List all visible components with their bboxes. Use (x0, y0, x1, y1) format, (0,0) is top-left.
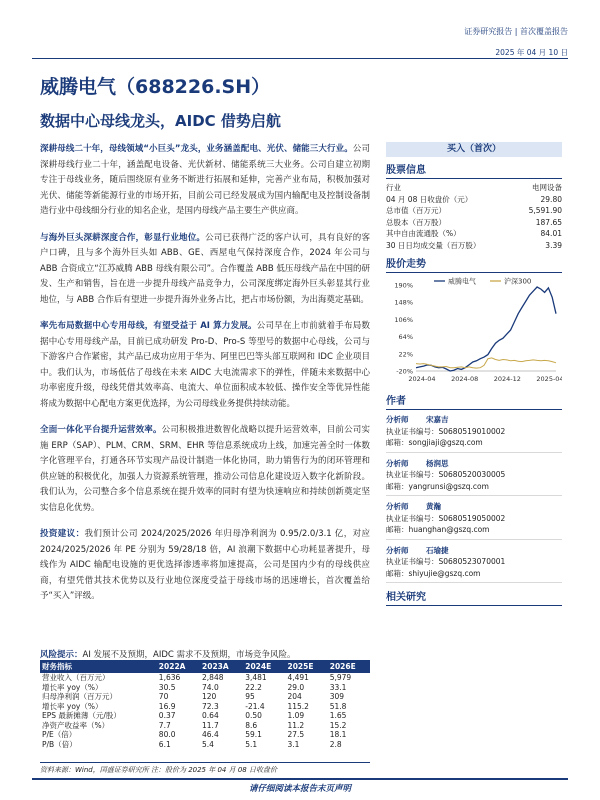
stock-info-row (386, 240, 562, 252)
author-email[interactable]: 邮箱：songjiaji@gszq.com (386, 438, 483, 447)
author-line (386, 501, 562, 513)
author-entry (386, 458, 562, 497)
table-header: 2023A (200, 660, 243, 673)
table-cell: 80.0 (158, 730, 176, 739)
stock-info-label: 总市值（百万元） (386, 206, 446, 215)
stock-info-row (386, 205, 562, 217)
stock-info-value: 84.01 (540, 229, 562, 238)
table-header: 2024E (243, 660, 285, 673)
x-tick-label: 2024-12 (493, 375, 521, 383)
author-entry (386, 545, 562, 584)
price-trend-svg (386, 273, 562, 388)
y-tick-label: 190% (394, 281, 413, 290)
stock-info-table (386, 182, 562, 251)
sidebar (386, 142, 562, 606)
table-cell: 115.2 (287, 701, 309, 711)
table-cell: 30.5 (158, 682, 176, 692)
author-line (386, 545, 562, 557)
table-cell: 33.1 (329, 682, 347, 692)
table-cell: 7.7 (158, 720, 171, 730)
paragraph-lead: 深耕母线二十年，母线领域“小巨头”龙头，业务涵盖配电、光伏、储能三大行业。 (40, 144, 353, 154)
stock-info-row (386, 182, 562, 194)
footer-disclaimer: 请仔细阅读本报告末页声明 (248, 784, 351, 794)
paragraph-body: 公司已获得广泛的客户认可，具有良好的客户口碑，且与多个海外巨头如 ABB、GE、西屋电气保持深度合作，2024 年公司与 ABB 合资成立“江苏威腾 ABB 母线有限公司”。合作覆盖 ABB 低压母线产品在中国的研发、生产和销售，旨在进一步提升母线产品竞争力，公司深度绑定海外巨头彰显其行业地位，与 ABB 合作后有望进一步提升海外业务占比，把占市场份额，为出海奠定基础。 (40, 232, 370, 305)
table-cell: 4,491 (287, 673, 309, 682)
risk-note (40, 648, 370, 660)
stock-info-label: 总股本（百万股） (386, 217, 446, 227)
table-cell: 46.4 (202, 730, 219, 739)
header-divider (32, 58, 568, 59)
paragraph-1 (40, 142, 370, 220)
paragraph-body: 公司早在上市前就着手布局数据中心专用母线产品，目前已成功研发 Pro-D、Pro-S 等型号的数据中心母线，公司与下游客户合作紧密，其产品已成功应用于华为、阿里巴巴等头部互联网和 IDC 企业项目中。我们认为，市场低估了母线在未来 AIDC 大电流需求下的弹性，伴随未来数据中心功率密度升级，母线凭借其效率高、电流大、单位面积成本较低、操作安全等优异性能将成为数据中心配电方案更优选择，为公司母线业务提供持续动能。 (40, 321, 370, 409)
stock-info-value: 5,591.90 (528, 206, 562, 215)
table-cell: 1,636 (158, 673, 181, 682)
author-name: 石瑜捷 (426, 545, 449, 555)
author-line (386, 414, 562, 426)
stock-info-value: 3.39 (545, 240, 562, 250)
stock-info-value: 187.65 (535, 217, 562, 227)
authors-title: 作者 (386, 392, 562, 410)
table-cell: 51.8 (329, 701, 347, 711)
table-cell: 29.0 (287, 682, 305, 692)
table-cell: 3.1 (287, 739, 300, 749)
table-cell: 5.1 (245, 739, 258, 749)
author-name: 杨润思 (426, 458, 449, 468)
paragraph-lead: 投资建议： (40, 529, 85, 539)
stock-info-row (386, 217, 562, 229)
table-divider (40, 762, 370, 763)
row-label: 增长率 yoy（%） (42, 701, 103, 711)
author-entry (386, 501, 562, 540)
table-cell: 2,848 (202, 673, 224, 682)
table-row (40, 721, 370, 731)
table-row (40, 711, 370, 721)
author-email[interactable]: 邮箱：shiyujie@gszq.com (386, 568, 481, 578)
y-tick-label: 64% (398, 333, 413, 342)
paragraph-body: 公司深耕母线行业二十年，涵盖配电设备、光伏新材、储能系统三大业务。公司自建立初期专注于母线业务，随后围绕原有业务不断进行拓展和延伸，完善产业布局，积极加强对光伏、储能等新能源行业的市场开拓，目前公司已经发展成为国内输配电及控制设备制造行业中母线细分行业的知名企业，是国内母线产品主要生产供应商。 (40, 144, 370, 216)
table-cell: 6.1 (158, 739, 171, 749)
table-header: 财务指标 (40, 660, 157, 673)
table-cell: 5,979 (329, 673, 352, 682)
author-cert: 执业证书编号：S0680519010002 (386, 426, 506, 436)
stock-info-label: 04 月 08 日收盘价（元） (386, 194, 473, 204)
x-tick-label: 2024-04 (408, 375, 436, 383)
table-cell: 18.1 (329, 730, 347, 739)
author-entry (386, 414, 562, 453)
author-cert: 执业证书编号：S0680520030005 (386, 470, 506, 479)
table-source: 资料来源：Wind，国盛证券研究所 注：股价为 2025 年 04 月 08 日收盘价 (40, 766, 277, 774)
table-cell: 74.0 (202, 682, 219, 692)
table-cell: 8.6 (245, 720, 258, 730)
paragraph-4 (40, 423, 370, 516)
table-header: 2022A (157, 660, 200, 673)
report-header (464, 26, 568, 58)
table-cell: 3,481 (245, 673, 267, 682)
stock-info-value: 29.80 (540, 194, 562, 204)
paragraph-3 (40, 319, 370, 412)
table-header-row (40, 660, 370, 673)
row-label: 营业收入（百万元） (42, 673, 110, 682)
table-cell: 11.2 (287, 720, 305, 730)
table-cell: 120 (202, 692, 217, 701)
rating-badge: 买入（首次） (386, 142, 562, 157)
row-label: EPS 最新摊薄（元/股） (42, 711, 121, 720)
table-row (40, 683, 370, 693)
table-cell: 0.50 (245, 711, 262, 720)
table-row (40, 730, 370, 740)
author-role: 分析师 (386, 502, 409, 511)
row-label: 归母净利润（百万元） (42, 692, 117, 701)
author-role: 分析师 (386, 545, 409, 555)
table-row (40, 692, 370, 702)
author-line (386, 458, 562, 470)
row-label: P/B（倍） (42, 739, 77, 749)
table-cell: 0.64 (202, 711, 219, 720)
financial-table (40, 660, 370, 749)
risk-label: 风险提示： (40, 650, 83, 660)
series-line (416, 287, 556, 371)
table-cell: 5.4 (202, 739, 214, 749)
page-subtitle: 数据中心母线龙头，AIDC 借势启航 (40, 112, 281, 130)
trend-title: 股价走势 (386, 255, 562, 273)
author-cert: 执业证书编号：S0680519050002 (386, 513, 506, 523)
author-list (386, 414, 562, 583)
table-header: 2025E (285, 660, 327, 673)
author-name: 宋嘉吉 (426, 415, 449, 424)
paragraph-lead: 全面一体化平台提升运营效率。 (40, 425, 162, 435)
summary-section (40, 142, 370, 616)
paragraph-body: 我们预计公司 2024/2025/2026 年归母净利润为 0.95/2.0/3.1 亿，对应 2024/2025/2026 年 PE 分别为 59/28/18 倍，AI 浪潮下数据中心功耗显著提升，母线作为 AIDC 输配电设施的更优选择渗透率将加速提高，公司是国内少有的母线供应商，有望凭借其技术优势以及行业地位深度受益于母线市场的迅速增长，首次覆盖给予“买入”评级。 (40, 529, 370, 601)
table-cell: 72.3 (202, 701, 219, 711)
table-cell: 0.37 (158, 711, 176, 720)
author-role: 分析师 (386, 458, 409, 468)
table-header: 2026E (328, 660, 370, 673)
paragraph-2 (40, 231, 370, 309)
stock-info-label: 30 日日均成交量（百万股） (386, 240, 481, 250)
paragraph-5 (40, 527, 370, 605)
table-cell: 16.9 (158, 701, 176, 711)
stock-info-value: 电网设备 (532, 183, 562, 192)
table-cell: 70 (158, 692, 169, 701)
paragraph-lead: 率先布局数据中心专用母线，有望受益于 AI 算力发展。 (40, 321, 257, 331)
stock-info-label: 其中自由流通股（%） (386, 229, 461, 238)
table-cell: 1.09 (287, 711, 305, 720)
paragraph-body: 公司积极推进数智化战略以提升运营效率，目前公司实施 ERP（SAP）、PLM、CRM、SRM、EHR 等信息系统成功上线，加速完善全时一体数字化管理平台，打通各环节实现产品设计制造一体化协同，助力销售行为的闭环管理和供应链的积极优化，加强人力资源系统管理，推动公司信息化建设迈入数字化新阶段。我们认为，公司整合多个信息系统在提升效率的同时有望为快速响应和持续创新奠定坚实信息化优势。 (40, 425, 370, 513)
table-cell: 1.65 (329, 711, 347, 720)
table-cell: 59.1 (245, 730, 262, 739)
legend-label: 沪深300 (504, 277, 532, 286)
y-tick-label: 148% (394, 298, 413, 307)
row-label: P/E（倍） (42, 730, 77, 739)
y-tick-label: 106% (394, 315, 413, 324)
x-tick-label: 2025-04 (536, 375, 562, 383)
author-name: 黄瀚 (426, 502, 441, 511)
related-title: 相关研究 (386, 588, 562, 606)
table-row (40, 702, 370, 712)
risk-text: AI 发展不及预期，AIDC 需求不及预期，市场竞争风险。 (82, 650, 296, 660)
x-tick-label: 2024-08 (451, 375, 479, 383)
table-cell: -21.4 (245, 701, 265, 711)
author-email[interactable]: 邮箱：huanghan@gszq.com (386, 525, 490, 534)
y-tick-label: 22% (398, 350, 413, 359)
table-cell: 2.8 (329, 739, 342, 749)
author-cert: 执业证书编号：S0680523070001 (386, 557, 506, 566)
page-title: 威腾电气（688226.SH） (40, 76, 271, 98)
y-tick-label: -20% (396, 367, 413, 376)
table-cell: 27.5 (287, 730, 305, 739)
table-cell: 309 (329, 692, 345, 701)
paragraph-lead: 与海外巨头深耕深度合作，彰显行业地位。 (40, 232, 206, 243)
row-label: 增长率 yoy（%） (42, 682, 103, 692)
table-cell: 22.2 (245, 682, 262, 692)
stock-info-title: 股票信息 (386, 161, 562, 179)
table-cell: 11.7 (202, 720, 219, 730)
row-label: 净资产收益率（%） (42, 720, 110, 730)
table-cell: 15.2 (329, 720, 347, 730)
report-type: 证券研究报告 | 首次覆盖报告 (464, 27, 568, 36)
stock-info-label: 行业 (386, 183, 401, 192)
report-date: 2025 年 04 月 10 日 (495, 48, 568, 57)
footer-divider (32, 778, 568, 780)
author-role: 分析师 (386, 415, 409, 424)
author-email[interactable]: 邮箱：yangrunsi@gszq.com (386, 481, 489, 491)
table-row (40, 740, 370, 750)
series-line (416, 358, 556, 368)
table-row (40, 673, 370, 683)
stock-info-row (386, 228, 562, 240)
table-cell: 204 (287, 692, 302, 701)
price-trend-chart (386, 273, 562, 388)
table-cell: 95 (245, 692, 255, 701)
stock-info-row (386, 194, 562, 206)
legend-label: 威腾电气 (448, 277, 476, 286)
